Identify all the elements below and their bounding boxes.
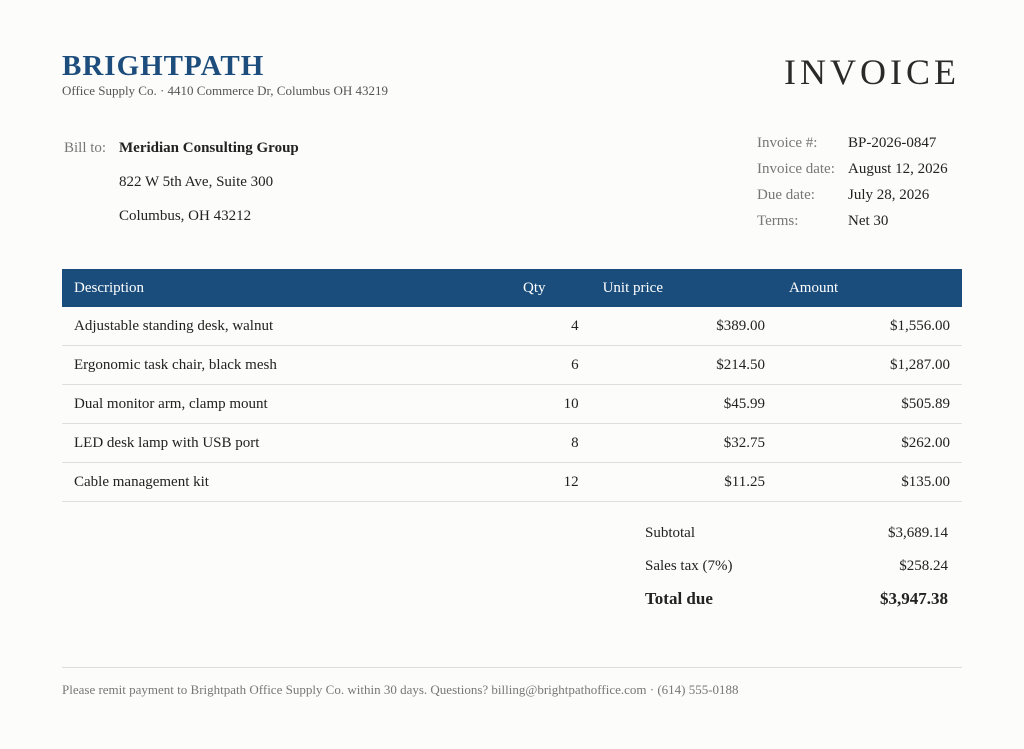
cell-qty: 10 bbox=[523, 385, 579, 424]
bill-to-block bbox=[119, 139, 299, 241]
meta-invoice-date bbox=[757, 160, 962, 186]
cell-unit-price: $11.25 bbox=[579, 463, 765, 502]
line-items-table bbox=[62, 269, 962, 502]
meta-value: August 12, 2026 bbox=[848, 161, 948, 177]
client-name: Meridian Consulting Group bbox=[119, 140, 299, 156]
invoice-meta bbox=[757, 134, 962, 238]
cell-unit-price: $45.99 bbox=[579, 385, 765, 424]
cell-unit-price: $32.75 bbox=[579, 424, 765, 463]
meta-label: Invoice date: bbox=[757, 161, 835, 177]
meta-label: Terms: bbox=[757, 213, 799, 229]
table-row bbox=[62, 307, 962, 346]
tax-row bbox=[645, 557, 948, 590]
client-address-line2: Columbus, OH 43212 bbox=[119, 208, 252, 224]
cell-description: LED desk lamp with USB port bbox=[62, 424, 523, 463]
table-row bbox=[62, 463, 962, 502]
cell-unit-price: $214.50 bbox=[579, 346, 765, 385]
cell-qty: 4 bbox=[523, 307, 579, 346]
cell-qty: 6 bbox=[523, 346, 579, 385]
total-due-row bbox=[645, 590, 948, 623]
totals-block bbox=[645, 524, 948, 623]
cell-amount: $505.89 bbox=[765, 385, 962, 424]
subtotal-value: $3,689.14 bbox=[888, 525, 948, 541]
cell-description: Adjustable standing desk, walnut bbox=[62, 307, 523, 346]
tax-value: $258.24 bbox=[899, 558, 948, 574]
column-header-amount: Amount bbox=[788, 279, 839, 296]
meta-terms bbox=[757, 212, 962, 238]
footer-note: Please remit payment to Brightpath Office Supply Co. within 30 days. Questions? billing@brightpathoffice.com · (614) 555-0188 bbox=[62, 682, 739, 697]
meta-value: BP-2026-0847 bbox=[848, 135, 937, 151]
cell-amount: $135.00 bbox=[765, 463, 962, 502]
bill-to-label: Bill to: bbox=[64, 140, 107, 156]
table-row bbox=[62, 346, 962, 385]
cell-qty: 12 bbox=[523, 463, 579, 502]
meta-value: July 28, 2026 bbox=[848, 187, 930, 203]
document-title: INVOICE bbox=[784, 52, 960, 92]
cell-description: Dual monitor arm, clamp mount bbox=[62, 385, 523, 424]
table-row bbox=[62, 424, 962, 463]
meta-value: Net 30 bbox=[848, 213, 889, 229]
cell-amount: $262.00 bbox=[765, 424, 962, 463]
column-header-unit-price: Unit price bbox=[602, 279, 663, 296]
total-due-value: $3,947.38 bbox=[880, 589, 948, 608]
meta-label: Due date: bbox=[757, 187, 815, 203]
brand-logo-text: BRIGHTPATH bbox=[62, 50, 265, 82]
table-row bbox=[62, 385, 962, 424]
subtotal-label: Subtotal bbox=[645, 525, 696, 541]
column-header-qty: Qty bbox=[522, 279, 546, 296]
meta-due-date bbox=[757, 186, 962, 212]
total-due-label: Total due bbox=[645, 589, 713, 608]
cell-description: Ergonomic task chair, black mesh bbox=[62, 346, 523, 385]
cell-qty: 8 bbox=[523, 424, 579, 463]
meta-invoice-number bbox=[757, 134, 962, 160]
cell-description: Cable management kit bbox=[62, 463, 523, 502]
subtotal-row bbox=[645, 524, 948, 557]
client-address-line1: 822 W 5th Ave, Suite 300 bbox=[119, 174, 274, 190]
cell-amount: $1,287.00 bbox=[765, 346, 962, 385]
meta-label: Invoice #: bbox=[757, 135, 818, 151]
table-header-row bbox=[62, 269, 962, 307]
column-header-description: Description bbox=[74, 279, 144, 296]
cell-amount: $1,556.00 bbox=[765, 307, 962, 346]
tax-label: Sales tax (7%) bbox=[645, 558, 733, 574]
footer-divider bbox=[62, 667, 962, 668]
invoice-page bbox=[62, 0, 962, 749]
company-address: Office Supply Co. · 4410 Commerce Dr, Columbus OH 43219 bbox=[62, 83, 389, 98]
cell-unit-price: $389.00 bbox=[579, 307, 765, 346]
